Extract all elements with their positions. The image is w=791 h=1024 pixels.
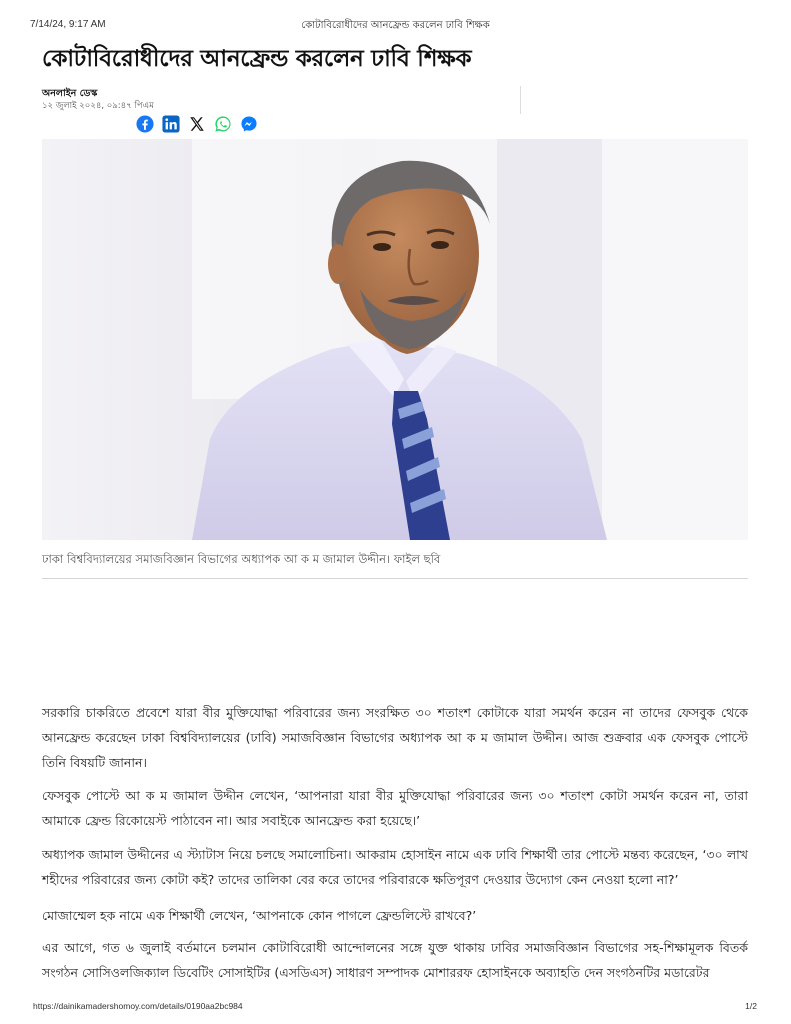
messenger-icon[interactable] <box>240 115 258 133</box>
article-headline: কোটাবিরোধীদের আনফ্রেন্ড করলেন ঢাবি শিক্ষক <box>42 46 472 72</box>
article-paragraph: অধ্যাপক জামাল উদ্দীনের এ স্ট্যাটাস নিয়ে চলছে সমালোচিনা। আকরাম হোসাইন নামে এক ঢাবি শিক্ষার্থী তার পোস্টে মন্তব্য করেছেন, ‘৩০ লাখ শহীদের পরিবারের জন্য কোটা কই? তাদের তালিকা বের করে তাদের পরিবারকে ক্ষতিপূরণ দেওয়ার উদ্যোগ কেন নেওয়া হলো না?’ <box>42 847 748 887</box>
publish-date: ১২ জুলাই ২০২৪, ০৯:৪৭ পিএম <box>42 101 154 111</box>
article-meta <box>42 88 522 112</box>
article-paragraph: মোজাম্মেল হক নামে এক শিক্ষার্থী লেখেন, ‘আপনাকে কোন পাগলে ফ্রেন্ডলিস্টে রাখবে?’ <box>42 908 477 923</box>
x-icon[interactable] <box>188 115 206 133</box>
facebook-icon[interactable] <box>136 115 154 133</box>
share-bar <box>136 114 258 134</box>
print-page-title: কোটাবিরোধীদের আনফ্রেন্ড করলেন ঢাবি শিক্ষক <box>301 20 490 31</box>
article-paragraph: ফেসবুক পোস্টে আ ক ম জামাল উদ্দীন লেখেন, ‘আপনারা যারা বীর মুক্তিযোদ্ধা পরিবারের জন্য ৩০ শতাংশ কোটা সমর্থন করেন না, তারা আমাকে ফ্রেন্ড রিকোয়েস্ট পাঠাবেন না। আর সবাইকে আনফ্রেন্ড করা হয়েছে।’ <box>42 788 748 828</box>
whatsapp-icon[interactable] <box>214 115 232 133</box>
print-url[interactable]: https://dainikamadershomoy.com/details/0190aa2bc984 <box>33 1001 243 1011</box>
author-name[interactable]: অনলাইন ডেস্ক <box>42 88 98 99</box>
article-paragraph: এর আগে, গত ৬ জুলাই বর্তমানে চলমান কোটাবিরোধী আন্দোলনের সঙ্গে যুক্ত থাকায় ঢাবির সমাজবিজ্ঞান বিভাগের সহ-শিক্ষামূলক বিতর্ক সংগঠন সোসিওলজিক্যাল ডিবেটিং সোসাইটির (এসডিএস) সাধারণ সম্পাদক মোশাররফ হোসাইনকে অব্যাহতি দেন সংগঠনটির মডারেটর <box>42 940 748 980</box>
linkedin-icon[interactable] <box>162 115 180 133</box>
caption-divider <box>42 578 748 579</box>
article-photo <box>42 139 748 540</box>
page-number: 1/2 <box>745 1001 757 1011</box>
article-paragraph: সরকারি চাকরিতে প্রবেশে যারা বীর মুক্তিযোদ্ধা পরিবারের জন্য সংরক্ষিত ৩০ শতাংশ কোটাকে যারা সমর্থন করেন না তাদের ফেসবুক থেকে আনফ্রেন্ড করেছেন ঢাকা বিশ্ববিদ্যালয়ের (ঢাবি) সমাজবিজ্ঞান বিভাগের অধ্যাপক আ ক ম জামাল উদ্দীন। আজ শুক্রবার এক ফেসবুক পোস্টে তিনি বিষয়টি জানান। <box>42 705 748 770</box>
image-caption: ঢাকা বিশ্ববিদ্যালয়ের সমাজবিজ্ঞান বিভাগের অধ্যাপক আ ক ম জামাল উদ্দীন। ফাইল ছবি <box>42 552 441 566</box>
meta-divider <box>520 86 521 114</box>
print-datetime: 7/14/24, 9:17 AM <box>30 19 106 30</box>
